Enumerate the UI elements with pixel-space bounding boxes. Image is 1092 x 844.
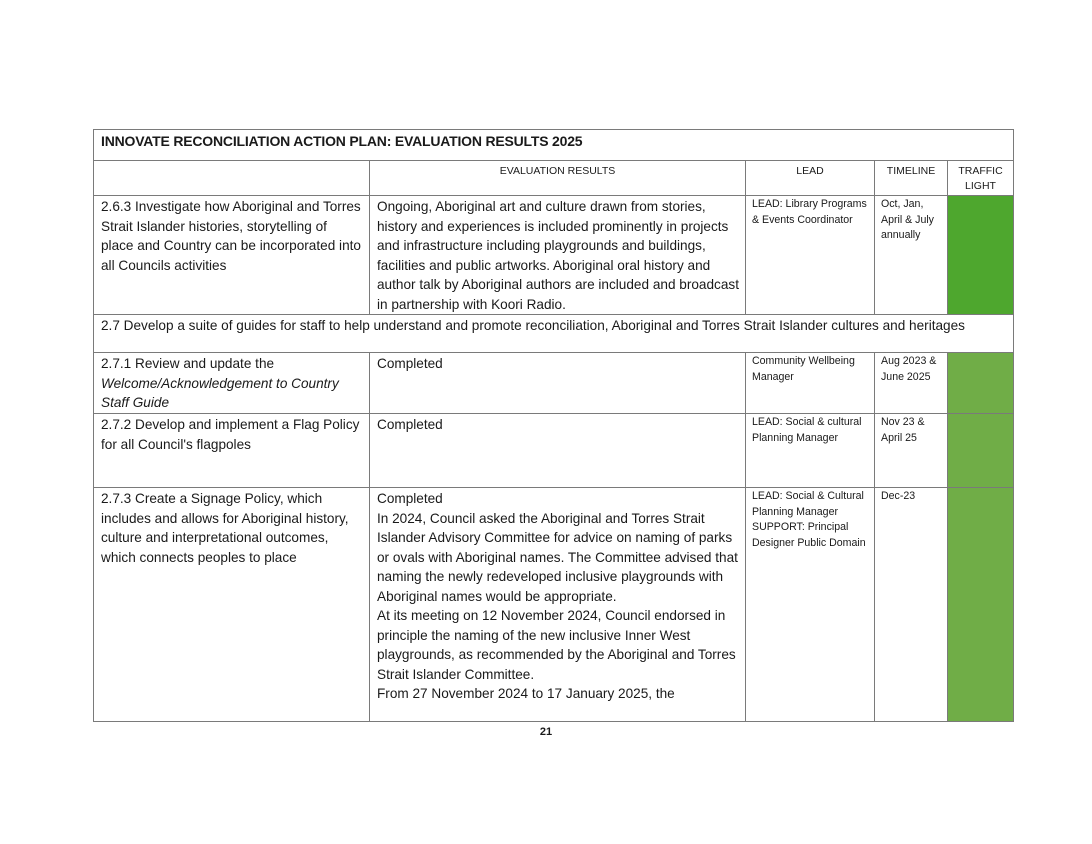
header-timeline: TIMELINE bbox=[875, 161, 948, 196]
results-paragraph: Completed bbox=[377, 491, 443, 506]
header-action bbox=[94, 161, 370, 196]
action-text: 2.7.1 Review and update the bbox=[101, 356, 275, 371]
traffic-light-green bbox=[948, 196, 1014, 315]
page-number: 21 bbox=[539, 726, 553, 738]
action-cell: 2.7.2 Develop and implement a Flag Policy for all Council's flagpoles bbox=[94, 414, 370, 488]
table-header-row bbox=[94, 161, 1014, 196]
table-row bbox=[94, 414, 1014, 488]
results-cell: Ongoing, Aboriginal art and culture drawn from stories, history and experiences is included prominently in projects and infrastructure including playgrounds and buildings, facilities and public artworks. Aboriginal oral history and author talk by Aboriginal authors are included and broadcast in partnership with Koori Radio. bbox=[370, 196, 746, 315]
traffic-light-green bbox=[948, 353, 1014, 414]
header-results: EVALUATION RESULTS bbox=[370, 161, 746, 196]
timeline-cell: Aug 2023 & June 2025 bbox=[875, 353, 948, 414]
action-cell bbox=[94, 353, 370, 414]
lead-cell: Community Wellbeing Manager bbox=[746, 353, 875, 414]
lead-cell: LEAD: Social & cultural Planning Manager bbox=[746, 414, 875, 488]
traffic-light-green bbox=[948, 414, 1014, 488]
section-heading: 2.7 Develop a suite of guides for staff to help understand and promote reconciliation, Aboriginal and Torres Strait Islander cultures and heritages bbox=[94, 315, 1014, 353]
action-guide-title: Welcome/Acknowledgement to Country Staff Guide bbox=[101, 375, 339, 410]
traffic-light-green bbox=[948, 488, 1014, 722]
timeline-cell: Oct, Jan, April & July annually bbox=[875, 196, 948, 315]
results-paragraph: In 2024, Council asked the Aboriginal and Torres Strait Islander Advisory Committee for advice on naming of parks or ovals with Aboriginal names. The Committee advised that naming the newly redeveloped inclusive playgrounds with Aboriginal names would be appropriate. bbox=[377, 510, 738, 604]
table-row bbox=[94, 353, 1014, 414]
results-cell: Completed bbox=[370, 353, 746, 414]
action-cell: 2.7.3 Create a Signage Policy, which includes and allows for Aboriginal history, culture and interpretational outcomes, which connects peoples to place bbox=[94, 488, 370, 722]
results-paragraph: At its meeting on 12 November 2024, Council endorsed in principle the naming of the new inclusive Inner West playgrounds, as recommended by the Aboriginal and Torres Strait Islander Committee. bbox=[377, 608, 736, 682]
action-cell: 2.6.3 Investigate how Aboriginal and Torres Strait Islander histories, storytelling of place and Country can be incorporated into all Councils activities bbox=[94, 196, 370, 315]
section-row bbox=[94, 315, 1014, 353]
timeline-cell: Nov 23 & April 25 bbox=[875, 414, 948, 488]
lead-cell: LEAD: Social & Cultural Planning Manager SUPPORT: Principal Designer Public Domain bbox=[746, 488, 875, 722]
table-row bbox=[94, 488, 1014, 722]
header-traffic-light: TRAFFIC LIGHT bbox=[948, 161, 1014, 196]
lead-cell: LEAD: Library Programs & Events Coordinator bbox=[746, 196, 875, 315]
table-title: INNOVATE RECONCILIATION ACTION PLAN: EVALUATION RESULTS 2025 bbox=[94, 130, 1014, 161]
results-cell: Completed bbox=[370, 414, 746, 488]
timeline-cell: Dec-23 bbox=[875, 488, 948, 722]
results-cell bbox=[370, 488, 746, 722]
table-row bbox=[94, 196, 1014, 315]
evaluation-table bbox=[93, 129, 1014, 722]
header-lead: LEAD bbox=[746, 161, 875, 196]
results-paragraph: From 27 November 2024 to 17 January 2025, the bbox=[377, 686, 675, 701]
